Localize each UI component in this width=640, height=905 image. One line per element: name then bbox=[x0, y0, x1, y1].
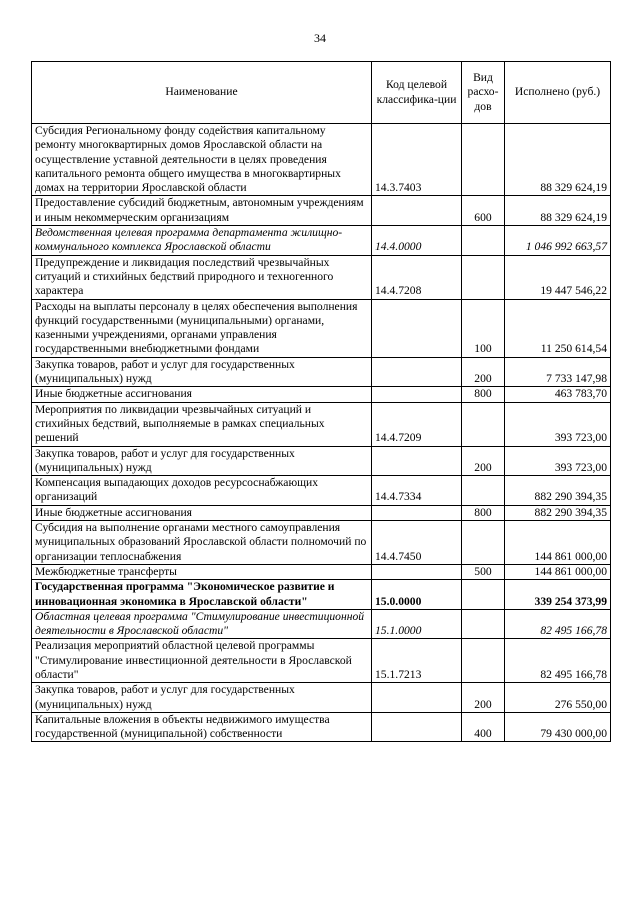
cell-name: Предоставление субсидий бюджетным, автономным учреждениям и иным некоммерческим организациям bbox=[32, 196, 372, 226]
cell-name: Межбюджетные трансферты bbox=[32, 564, 372, 579]
cell-amount: 79 430 000,00 bbox=[505, 712, 611, 742]
cell-type bbox=[462, 255, 505, 299]
cell-type: 100 bbox=[462, 299, 505, 357]
cell-code bbox=[372, 505, 462, 520]
table-header-row bbox=[32, 62, 611, 124]
cell-type: 800 bbox=[462, 387, 505, 402]
table-row bbox=[32, 609, 611, 639]
cell-amount: 1 046 992 663,57 bbox=[505, 226, 611, 256]
cell-code bbox=[372, 683, 462, 713]
cell-name: Субсидия на выполнение органами местного самоуправления муниципальных образований Ярославской области полномочий по организации теплоснабжения bbox=[32, 521, 372, 565]
cell-code bbox=[372, 299, 462, 357]
table-row bbox=[32, 505, 611, 520]
table-row bbox=[32, 255, 611, 299]
cell-amount: 88 329 624,19 bbox=[505, 196, 611, 226]
cell-code bbox=[372, 196, 462, 226]
cell-code: 14.4.7208 bbox=[372, 255, 462, 299]
table-row bbox=[32, 476, 611, 506]
cell-code: 14.4.7334 bbox=[372, 476, 462, 506]
cell-type bbox=[462, 609, 505, 639]
cell-name: Иные бюджетные ассигнования bbox=[32, 387, 372, 402]
table-row bbox=[32, 564, 611, 579]
cell-code: 15.0.0000 bbox=[372, 580, 462, 610]
cell-amount: 882 290 394,35 bbox=[505, 505, 611, 520]
table-row bbox=[32, 683, 611, 713]
cell-name: Государственная программа "Экономическое развитие и инновационная экономика в Ярославской области" bbox=[32, 580, 372, 610]
cell-code: 14.4.7209 bbox=[372, 402, 462, 446]
cell-code: 15.1.0000 bbox=[372, 609, 462, 639]
cell-amount: 882 290 394,35 bbox=[505, 476, 611, 506]
table-row bbox=[32, 712, 611, 742]
cell-amount: 393 723,00 bbox=[505, 446, 611, 476]
cell-type: 200 bbox=[462, 683, 505, 713]
cell-name: Мероприятия по ликвидации чрезвычайных ситуаций и стихийных бедствий, выполняемые в рамках специальных решений bbox=[32, 402, 372, 446]
header-amount: Исполнено (руб.) bbox=[505, 62, 611, 124]
cell-code bbox=[372, 564, 462, 579]
cell-type bbox=[462, 521, 505, 565]
table-row bbox=[32, 124, 611, 196]
cell-amount: 82 495 166,78 bbox=[505, 609, 611, 639]
cell-code: 14.3.7403 bbox=[372, 124, 462, 196]
cell-amount: 82 495 166,78 bbox=[505, 639, 611, 683]
cell-name: Закупка товаров, работ и услуг для государственных (муниципальных) нужд bbox=[32, 683, 372, 713]
cell-name: Субсидия Региональному фонду содействия капитальному ремонту многоквартирных домов Ярославской области на осуществление уставной деятельности в целях проведения капитального ремонта общего имущества в многоквартирных домах на территории Ярославской области bbox=[32, 124, 372, 196]
cell-name: Предупреждение и ликвидация последствий чрезвычайных ситуаций и стихийных бедствий природного и техногенного характера bbox=[32, 255, 372, 299]
cell-amount: 7 733 147,98 bbox=[505, 357, 611, 387]
cell-code bbox=[372, 357, 462, 387]
cell-name: Закупка товаров, работ и услуг для государственных (муниципальных) нужд bbox=[32, 357, 372, 387]
table-row bbox=[32, 639, 611, 683]
cell-code bbox=[372, 387, 462, 402]
table-row bbox=[32, 521, 611, 565]
cell-code: 15.1.7213 bbox=[372, 639, 462, 683]
cell-type bbox=[462, 476, 505, 506]
table-row bbox=[32, 402, 611, 446]
header-type: Вид расхо-дов bbox=[462, 62, 505, 124]
cell-code bbox=[372, 712, 462, 742]
cell-type: 200 bbox=[462, 446, 505, 476]
cell-code bbox=[372, 446, 462, 476]
cell-amount: 339 254 373,99 bbox=[505, 580, 611, 610]
cell-name: Компенсация выпадающих доходов ресурсоснабжающих организаций bbox=[32, 476, 372, 506]
table-row bbox=[32, 299, 611, 357]
cell-type bbox=[462, 226, 505, 256]
cell-code: 14.4.7450 bbox=[372, 521, 462, 565]
cell-type: 800 bbox=[462, 505, 505, 520]
cell-type: 600 bbox=[462, 196, 505, 226]
cell-type bbox=[462, 402, 505, 446]
cell-type: 500 bbox=[462, 564, 505, 579]
table-row bbox=[32, 226, 611, 256]
cell-amount: 393 723,00 bbox=[505, 402, 611, 446]
table-row bbox=[32, 580, 611, 610]
cell-type bbox=[462, 580, 505, 610]
cell-name: Капитальные вложения в объекты недвижимого имущества государственной (муниципальной) собственности bbox=[32, 712, 372, 742]
cell-type bbox=[462, 124, 505, 196]
table-row bbox=[32, 196, 611, 226]
cell-amount: 276 550,00 bbox=[505, 683, 611, 713]
cell-amount: 19 447 546,22 bbox=[505, 255, 611, 299]
header-code: Код целевой классифика-ции bbox=[372, 62, 462, 124]
cell-name: Реализация мероприятий областной целевой программы "Стимулирование инвестиционной деятельности в Ярославской области" bbox=[32, 639, 372, 683]
cell-type bbox=[462, 639, 505, 683]
page-number: 34 bbox=[314, 31, 326, 45]
table-row bbox=[32, 387, 611, 402]
cell-amount: 11 250 614,54 bbox=[505, 299, 611, 357]
cell-name: Расходы на выплаты персоналу в целях обеспечения выполнения функций государственными (муниципальными) органами, казенными учреждениями, органами управления государственными внебюджетными фондами bbox=[32, 299, 372, 357]
cell-type: 400 bbox=[462, 712, 505, 742]
cell-name: Закупка товаров, работ и услуг для государственных (муниципальных) нужд bbox=[32, 446, 372, 476]
table-row bbox=[32, 357, 611, 387]
cell-code: 14.4.0000 bbox=[372, 226, 462, 256]
header-name: Наименование bbox=[32, 62, 372, 124]
cell-name: Областная целевая программа "Стимулирование инвестиционной деятельности в Ярославской области" bbox=[32, 609, 372, 639]
cell-name: Иные бюджетные ассигнования bbox=[32, 505, 372, 520]
budget-table bbox=[31, 61, 611, 742]
table-row bbox=[32, 446, 611, 476]
cell-type: 200 bbox=[462, 357, 505, 387]
cell-amount: 463 783,70 bbox=[505, 387, 611, 402]
cell-amount: 88 329 624,19 bbox=[505, 124, 611, 196]
cell-name: Ведомственная целевая программа департамента жилищно-коммунального комплекса Ярославской области bbox=[32, 226, 372, 256]
cell-amount: 144 861 000,00 bbox=[505, 521, 611, 565]
cell-amount: 144 861 000,00 bbox=[505, 564, 611, 579]
